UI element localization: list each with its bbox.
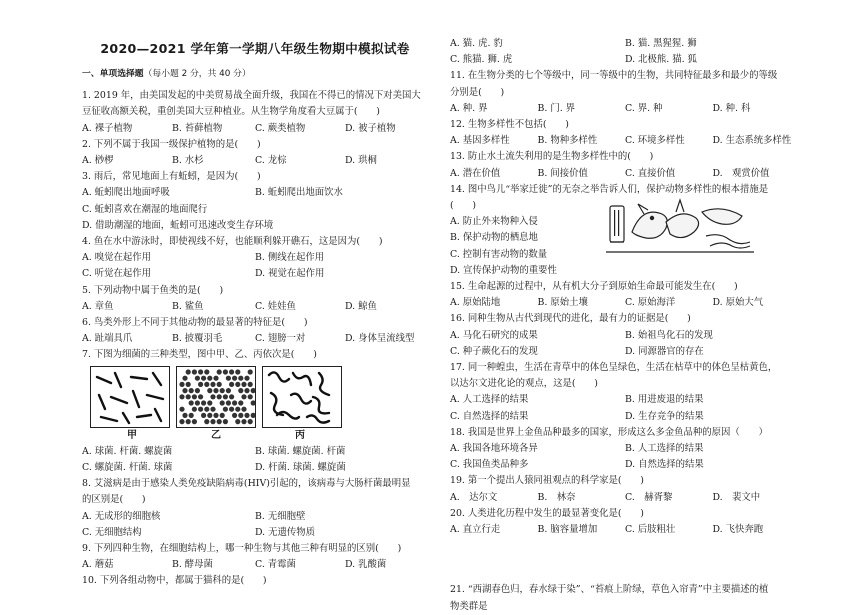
coccus-dot bbox=[217, 369, 222, 374]
coccus-dot bbox=[229, 406, 234, 411]
exam-title: 2020—2021 学年第一学期八年级生物期中模拟试卷 bbox=[100, 41, 410, 56]
options: A. 球菌. 杆菌. 螺旋菌 B. 球菌. 螺旋菌. 杆菌 bbox=[82, 445, 346, 457]
coccus-dot bbox=[251, 388, 255, 393]
coccus-dot bbox=[223, 406, 228, 411]
question-21: 21. “西湖春色归，春水绿于染”、“苔痕上阶绿，草色入帘青”中主要描述的植 物类群是 bbox=[450, 584, 769, 612]
coccus-dot bbox=[204, 419, 209, 424]
coccus-dot bbox=[217, 394, 222, 399]
coccus-dot bbox=[229, 369, 234, 374]
question-2: 2. 下列不属于我国一级保护植物的是( ) A. 桫椤 B. 水杉 C. 龙棕 D. 珙桐 bbox=[82, 137, 428, 169]
coccus-dot bbox=[241, 381, 246, 386]
coccus-dot bbox=[179, 394, 184, 399]
options: A. 直立行走 B. 脑容量增加 C. 后肢粗壮 D. 飞快奔跑 bbox=[450, 524, 764, 536]
coccus-dot bbox=[179, 406, 184, 411]
question-12: 12. 生物多样性不包括( ) A. 基因多样性 B. 物种多样性 C. 环境多样性 D. 生态系统多样性 bbox=[450, 117, 800, 149]
question-6: 6. 鸟类外形上不同于其他动物的最显著的特征是( ) A. 趾端具爪 B. 披覆羽毛 C. 翅膀一对 D. 身体呈流线型 bbox=[82, 315, 428, 347]
options: A. 潜在价值 B. 间接价值 C. 直接价值 D. 观赏价值 bbox=[450, 167, 770, 179]
question-3: 3. 雨后，常见地面上有蚯蚓，是因为( ) A. 蚯蚓爬出地面呼吸 B. 蚯蚓爬出地面饮水 C. 蚯蚓喜欢在潮湿的地面爬行 D. 借助潮湿的地面，蚯蚓可迅速改变生存环境 bbox=[82, 169, 428, 234]
coccus-dot bbox=[207, 412, 212, 417]
coccus-dot bbox=[207, 375, 212, 380]
question-4: 4. 鱼在水中游泳时，即使视线不好，也能顺利躲开礁石，这是因为( ) A. 嗅觉在起作用 B. 侧线在起作用 C. 听觉在起作用 D. 视觉在起作用 bbox=[82, 234, 428, 283]
left-column bbox=[82, 66, 428, 590]
rod-bacteria-image bbox=[90, 366, 170, 428]
options: A. 种. 界 B. 门. 界 C. 界. 种 D. 种. 科 bbox=[450, 102, 751, 114]
bird-migration-illustration bbox=[606, 192, 754, 258]
coccus-dot bbox=[192, 369, 197, 374]
options: A. 嗅觉在起作用 B. 侧线在起作用 bbox=[82, 252, 325, 264]
coccus-dot bbox=[223, 419, 228, 424]
options: A. 桫椤 B. 水杉 C. 龙棕 D. 珙桐 bbox=[82, 155, 377, 167]
coccus-dot bbox=[217, 381, 222, 386]
question-18: 18. 我国是世界上金鱼品种最多的国家，形成这么多金鱼品种的原因（ ） A. 我国各地环境各异 B. 人工选择的结果 C. 我国鱼类品种多 D. 自然选择的结果 bbox=[450, 425, 800, 474]
coccus-dot bbox=[226, 400, 231, 405]
options: A. 我国各地环境各异 B. 人工选择的结果 bbox=[450, 443, 704, 455]
options: A. 基因多样性 B. 物种多样性 C. 环境多样性 D. 生态系统多样性 bbox=[450, 135, 792, 147]
question-10: 10. 下列各组动物中，都属于猫科的是( ) bbox=[82, 575, 267, 587]
question-11: 11. 在生物分类的七个等级中，同一等级中的生物，共同特征最多和最少的等级 分别是( ) A. 种. 界 B. 门. 界 C. 界. 种 D. 种. 科 bbox=[450, 68, 800, 117]
coccus-dot bbox=[201, 400, 206, 405]
coccus-dot bbox=[198, 381, 203, 386]
options: A. 蘑菇 B. 酵母菌 C. 青霉菌 D. 乳酸菌 bbox=[82, 559, 387, 571]
coccus-dot bbox=[198, 369, 203, 374]
coccus-dot bbox=[210, 419, 215, 424]
coccus-dot bbox=[195, 400, 200, 405]
coccus-dot bbox=[241, 394, 246, 399]
coccus-dot bbox=[248, 369, 253, 374]
coccus-dot bbox=[192, 394, 197, 399]
coccus-dot bbox=[179, 419, 184, 424]
coccus-dot bbox=[235, 406, 240, 411]
coccus-dot bbox=[204, 381, 209, 386]
coccus-dot bbox=[244, 375, 249, 380]
options: A. 原始陆地 B. 原始土壤 C. 原始海洋 D. 原始大气 bbox=[450, 297, 764, 309]
coccus-dot bbox=[198, 394, 203, 399]
figure-labels: 甲 乙 丙 bbox=[127, 429, 305, 441]
coccus-dot bbox=[179, 381, 184, 386]
coccus-dot bbox=[241, 406, 246, 411]
coccus-dot bbox=[186, 381, 191, 386]
coccus-dot bbox=[213, 412, 218, 417]
coccus-dot bbox=[251, 412, 255, 417]
coccus-dot bbox=[244, 412, 249, 417]
coccus-dot bbox=[238, 412, 243, 417]
coccus-dot bbox=[192, 419, 197, 424]
coccus-dot bbox=[248, 394, 253, 399]
section-heading: 一、单项选择题（每小题 2 分，共 40 分） bbox=[82, 69, 251, 79]
coccus-dot bbox=[244, 388, 249, 393]
coccus-dot bbox=[201, 412, 206, 417]
coccus-dot bbox=[182, 375, 187, 380]
coccus-dot bbox=[226, 375, 231, 380]
coccus-dot bbox=[186, 419, 191, 424]
question-7: 7. 下图为细菌的三种类型，图中甲、乙、丙依次是( ) 甲 乙 丙 A. 球菌. 杆菌. 螺旋菌 B. 球菌. 螺旋菌. 杆菌 C. 螺旋菌. 杆菌. 球菌 D. 杆菌. 球菌. 螺旋菌 bbox=[82, 347, 428, 476]
coccus-dot bbox=[238, 400, 243, 405]
coccus-dot bbox=[204, 406, 209, 411]
coccus-dot bbox=[217, 419, 222, 424]
coccus-dot bbox=[229, 394, 234, 399]
question-5: 5. 下列动物中属于鱼类的是( ) A. 章鱼 B. 鲨鱼 C. 娃娃鱼 D. 鲸鱼 bbox=[82, 283, 428, 315]
coccus-dot bbox=[235, 369, 240, 374]
options: A. 蚯蚓爬出地面呼吸 B. 蚯蚓爬出地面饮水 bbox=[82, 187, 343, 199]
coccus-dot bbox=[210, 406, 215, 411]
cocci-bacteria-image bbox=[176, 366, 256, 428]
coccus-dot bbox=[207, 388, 212, 393]
coccus-dot bbox=[235, 419, 240, 424]
coccus-dot bbox=[195, 375, 200, 380]
options: A. 马化石研究的成果 B. 始祖鸟化石的发现 bbox=[450, 329, 713, 341]
coccus-dot bbox=[192, 406, 197, 411]
coccus-dot bbox=[182, 388, 187, 393]
coccus-dot bbox=[248, 419, 253, 424]
question-9: 9. 下列四种生物，在细胞结构上，哪一种生物与其他三种有明显的区别( ) A. 蘑菇 B. 酵母菌 C. 青霉菌 D. 乳酸菌 bbox=[82, 541, 428, 573]
coccus-dot bbox=[186, 394, 191, 399]
bacteria-figure bbox=[90, 366, 428, 428]
question-20: 20. 人类进化历程中发生的最显著变化是( ) A. 直立行走 B. 脑容量增加 C. 后肢粗壮 D. 飞快奔跑 bbox=[450, 506, 800, 538]
coccus-dot bbox=[235, 381, 240, 386]
coccus-dot bbox=[223, 394, 228, 399]
coccus-dot bbox=[220, 400, 225, 405]
right-column: A. 猫. 虎. 豹 B. 猫. 黑猩猩. 狮 C. 熊猫. 狮. 虎 D. 北极熊. 猫. 狐 11. 在生物分类的七个等级中，同一等级中的生物，共同特征最多和最少的等级 分别是( ) A. 种. 界 B. 门. 界 C. 界. 种 D. 种. 科 12. 生物多样性不包括( ) A. 基因多样性 B. 物种多样性 C. 环境多样性 D. 生态系统多样性 13. 防止水土流失利用的是生物多样性中的( ) A. 潜在价值 B. 间接价值 C. 直接价值 D. 观赏价值 14. 图中鸟儿“举家迁徙”的无奈之举告诉人们，保护动物多样性的根本措施是 ( ) A. 防止外来物种入侵 B. 保护动物的栖息地 C. 控制有害动物的数量 D. 宣传保护动物的重要性 15. 生命起源的过程中，从有机大分子到原始生命最可能发生在( ) A. 原始陆地 B. 原始土壤 C. 原始海洋 D. 原始大气 16. 同种生物从古代到现代的进化，最有力的证据是( ) A. 马化石研究的成果 B. 始祖鸟化石的发现 C. 种子蕨化石的发现 D. 同源器官的存在 17. 同一种蝗虫，生活在青草中的体色呈绿色，生活在枯草中的体色呈枯黄色， 以达尔文进化论的观点，这是( ) A. 人工选择的结果 B. 用进废退的结果 C. 自然选择的结果 D. 生存竞争的结果 18. 我国是世界上金鱼品种最多的国家，形成这么多金鱼品种的原因（ ） A. 我国各地环境各异 B. 人工选择的结果 C. 我国鱼类品种多 D. 自然选择的结果 19. 第一个提出人猿同祖观点的科学家是( ) A. 达尔文 B. 林奈 C. 赫胥黎 D. 裴文中 20. 人类进化历程中发生的最显著变化是( ) A. 直立行走 B. 脑容量增加 C. 后肢粗壮 D. 飞快奔跑 21. “西湖春色归，春水绿于染”、“苔痕上阶绿，草色入帘青”中主要描述的植 物类群是 bbox=[450, 36, 800, 615]
question-13: 13. 防止水土流失利用的是生物多样性中的( ) A. 潜在价值 B. 间接价值 C. 直接价值 D. 观赏价值 bbox=[450, 149, 800, 181]
coccus-dot bbox=[251, 400, 255, 405]
coccus-dot bbox=[248, 381, 253, 386]
question-8: 8. 艾滋病是由于感染人类免疫缺陷病毒(HIV)引起的，该病毒与大肠杆菌最明显 的区别是( ) A. 无成形的细胞核 B. 无细胞壁 C. 无细胞结构 D. 无遗传物质 bbox=[82, 476, 428, 541]
question-15: 15. 生命起源的过程中，从有机大分子到原始生命最可能发生在( ) A. 原始陆地 B. 原始土壤 C. 原始海洋 D. 原始大气 bbox=[450, 279, 800, 311]
coccus-dot bbox=[241, 419, 246, 424]
options: A. 人工选择的结果 B. 用进废退的结果 bbox=[450, 394, 704, 406]
coccus-dot bbox=[238, 388, 243, 393]
coccus-dot bbox=[210, 381, 215, 386]
coccus-dot bbox=[189, 400, 194, 405]
question-17: 17. 同一种蝗虫，生活在青草中的体色呈绿色，生活在枯草中的体色呈枯黄色， 以达尔文进化论的观点，这是( ) A. 人工选择的结果 B. 用进废退的结果 C. 自然选择的结果 D. 生存竞争的结果 bbox=[450, 360, 800, 425]
question-14: 14. 图中鸟儿“举家迁徙”的无奈之举告诉人们，保护动物多样性的根本措施是 ( ) A. 防止外来物种入侵 B. 保护动物的栖息地 C. 控制有害动物的数量 D. 宣传保护动物的重要性 bbox=[450, 183, 769, 276]
question-1: 1. 2019 年，由美国发起的中美贸易战全面升级，我国在不得已的情况下对美国大 豆征收高额关税，重创美国大豆种植业。从生物学角度看大豆属于( ) A. 裸子植物 B. 苔藓植物 C. 蕨类植物 D. 被子植物 bbox=[82, 88, 428, 137]
coccus-dot bbox=[207, 400, 212, 405]
coccus-dot bbox=[238, 375, 243, 380]
options: A. 趾端具爪 B. 披覆羽毛 C. 翅膀一对 D. 身体呈流线型 bbox=[82, 333, 415, 345]
options: A. 达尔文 B. 林奈 C. 赫胥黎 D. 裴文中 bbox=[450, 491, 761, 503]
coccus-dot bbox=[226, 388, 231, 393]
question-19: 19. 第一个提出人猿同祖观点的科学家是( ) A. 达尔文 B. 林奈 C. 赫胥黎 D. 裴文中 bbox=[450, 473, 800, 505]
options: A. 无成形的细胞核 B. 无细胞壁 bbox=[82, 510, 306, 522]
coccus-dot bbox=[213, 388, 218, 393]
coccus-dot bbox=[182, 412, 187, 417]
options: A. 章鱼 B. 鲨鱼 C. 娃娃鱼 D. 鲸鱼 bbox=[82, 300, 377, 312]
coccus-dot bbox=[220, 388, 225, 393]
coccus-dot bbox=[189, 412, 194, 417]
question-16: 16. 同种生物从古代到现代的进化，最有力的证据是( ) A. 马化石研究的成果 B. 始祖鸟化石的发现 C. 种子蕨化石的发现 D. 同源器官的存在 bbox=[450, 311, 800, 360]
coccus-dot bbox=[232, 412, 237, 417]
coccus-dot bbox=[220, 412, 225, 417]
coccus-dot bbox=[201, 375, 206, 380]
coccus-dot bbox=[223, 369, 228, 374]
coccus-dot bbox=[186, 369, 191, 374]
coccus-dot bbox=[232, 375, 237, 380]
coccus-dot bbox=[229, 381, 234, 386]
coccus-dot bbox=[189, 388, 194, 393]
coccus-dot bbox=[195, 388, 200, 393]
spiral-bacteria-image bbox=[262, 366, 342, 428]
options: A. 裸子植物 B. 苔藓植物 C. 蕨类植物 D. 被子植物 bbox=[82, 122, 396, 134]
coccus-dot bbox=[210, 394, 215, 399]
coccus-dot bbox=[232, 400, 237, 405]
coccus-dot bbox=[198, 406, 203, 411]
coccus-dot bbox=[213, 375, 218, 380]
coccus-dot bbox=[204, 369, 209, 374]
q10-options: A. 猫. 虎. 豹 B. 猫. 黑猩猩. 狮 bbox=[450, 38, 697, 49]
